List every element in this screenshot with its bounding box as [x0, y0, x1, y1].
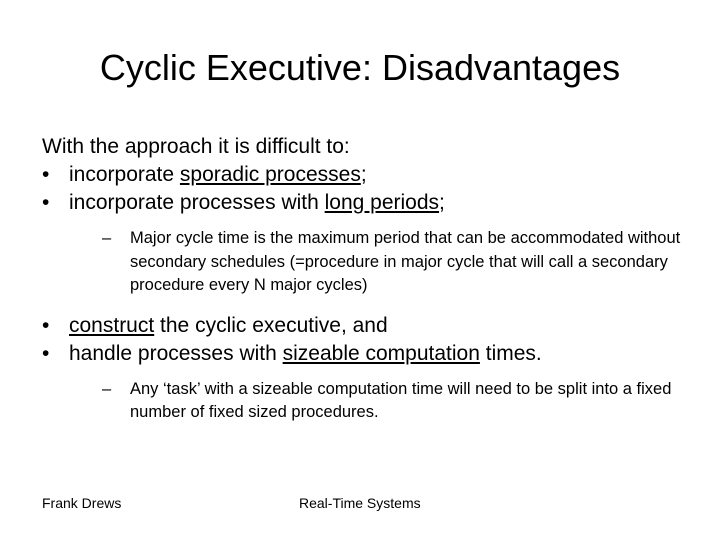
- footer-author: Frank Drews: [42, 495, 122, 511]
- bullet-marker: •: [42, 191, 50, 214]
- underlined-term: sporadic processes: [179, 163, 361, 186]
- slide-title: Cyclic Executive: Disadvantages: [99, 47, 621, 88]
- bullet-text: the cyclic executive, and: [154, 313, 388, 337]
- bullet-sizeable-computation: [42, 340, 682, 368]
- bullet-text-end: times.: [479, 341, 542, 365]
- bullet-text-end: ;: [439, 191, 445, 214]
- sub-bullet-text: Any ‘task’ with a sizeable computation time will need to be split into a fixed number of fixed sized procedures.: [130, 379, 672, 421]
- sub-bullet-major-cycle: [102, 227, 690, 298]
- spacer: [42, 217, 682, 227]
- spacer: [42, 298, 682, 312]
- bullet-text: incorporate processes with: [69, 191, 325, 214]
- bullet-text-end: ;: [360, 163, 367, 186]
- sub-bullet-task-split: [102, 378, 690, 425]
- underlined-term: construct: [69, 313, 155, 337]
- bullet-marker: •: [42, 313, 50, 337]
- bullet-marker: •: [42, 163, 50, 186]
- bullet-construct: [42, 312, 682, 340]
- bullet-text: incorporate: [69, 163, 180, 186]
- intro-text: With the approach it is difficult to:: [42, 135, 350, 158]
- footer-course: Real-Time Systems: [299, 495, 421, 511]
- dash-marker: –: [102, 229, 112, 247]
- sub-bullet-text: Major cycle time is the maximum period that can be accommodated without secondary schedules (=procedure in major cycle that will call a secondary procedure every N major cycles): [130, 229, 681, 294]
- bullet-long-periods: [42, 189, 682, 217]
- bullet-marker: •: [42, 341, 50, 365]
- underlined-term: sizeable computation: [282, 341, 480, 365]
- spacer: [42, 368, 682, 378]
- dash-marker: –: [102, 379, 112, 398]
- bullet-sporadic-processes: [42, 161, 682, 189]
- slide-body: [42, 133, 682, 425]
- underlined-term: long periods: [324, 191, 440, 214]
- bullet-text: handle processes with: [69, 341, 283, 365]
